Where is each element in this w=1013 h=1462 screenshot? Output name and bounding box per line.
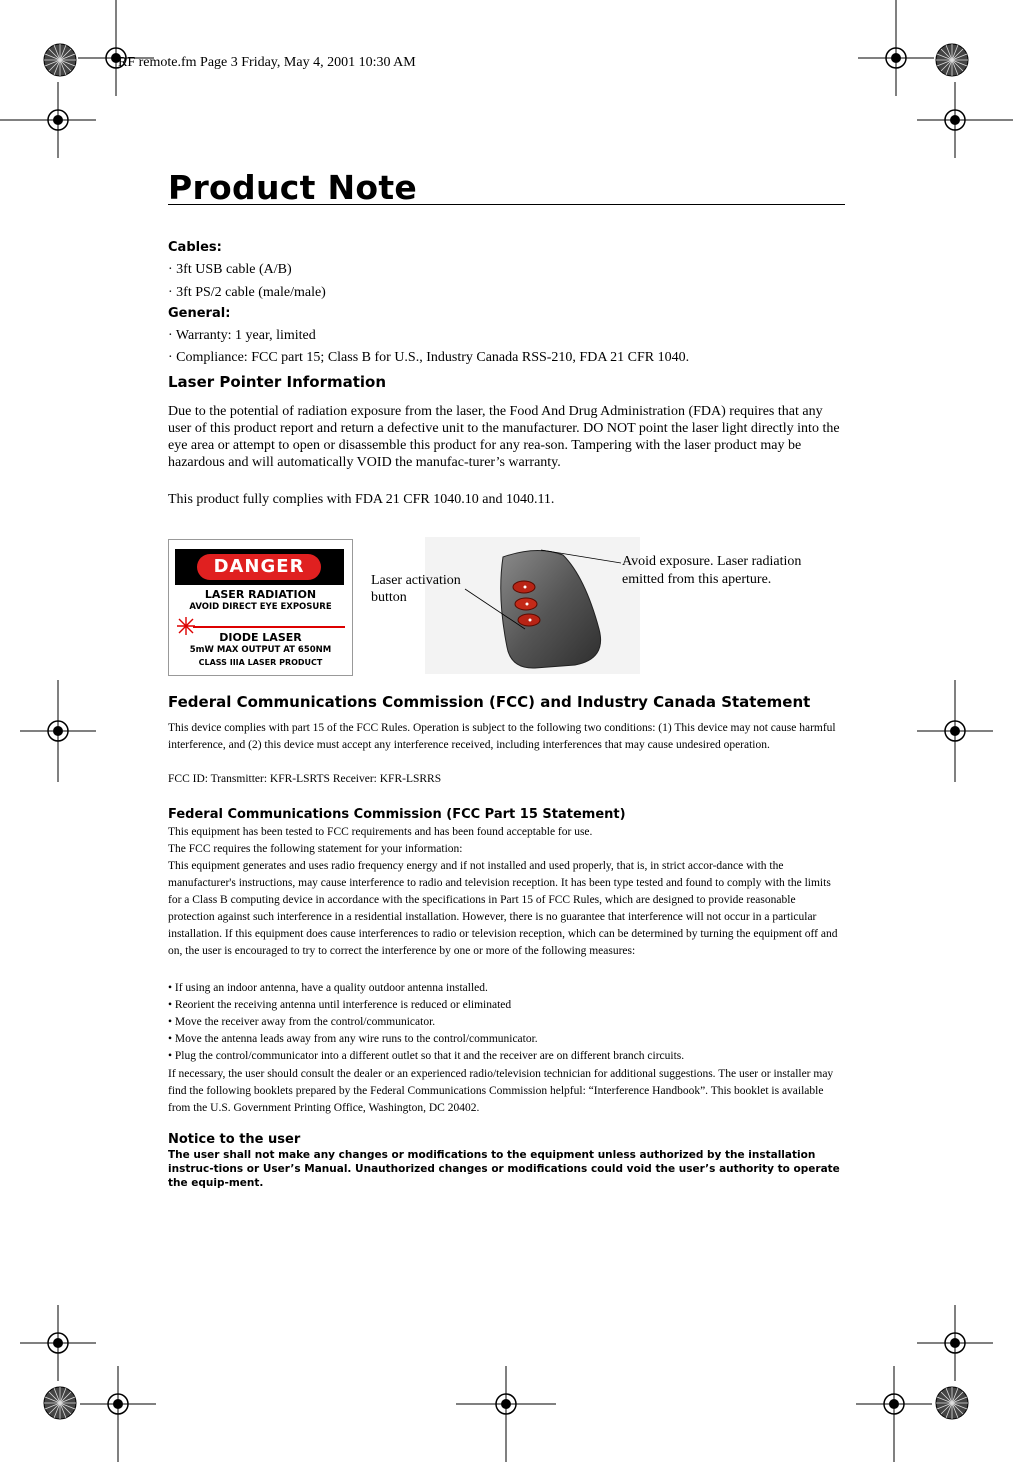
danger-line: CLASS IIIA LASER PRODUCT (198, 658, 323, 667)
fcc-ic-body: This device complies with part 15 of the FCC Rules. Operation is subject to the following two conditions: (1) This device may not cause harmful interference, and (2) this device must accept any interference received, including interferences that may cause undesired operation. (168, 722, 836, 751)
figure-callout-lines (0, 0, 1013, 700)
page-title: Product Note (168, 168, 418, 207)
fcc15-bullet: • Reorient the receiving antenna until interference is reduced or eliminated (168, 999, 512, 1011)
general-item: · Warranty: 1 year, limited (168, 328, 316, 343)
crosshair-icon (20, 1305, 96, 1381)
danger-badge: DANGER (197, 554, 321, 580)
notice-heading: Notice to the user (168, 1132, 301, 1147)
fcc15-closing: If necessary, the user should consult the dealer or an experienced radio/television technician for additional suggestions. The user or installer may find the following booklets prepared by the Federal Communications Commission helpful: “Interference Handbook”. This booklet is available from the U.S. Government Printing Office, Washington, DC 20402. (168, 1068, 834, 1114)
danger-line: AVOID DIRECT EYE EXPOSURE (189, 602, 332, 612)
crosshair-icon (20, 693, 96, 769)
crosshair-icon (468, 1366, 544, 1442)
fcc15-paragraph: This equipment generates and uses radio frequency energy and if not installed and used properly, that is, in strict accor-dance with the manufacturer's instructions, may cause interference to radio and television reception. It has been type tested and found to comply with the limits for a Class B computing device in accordance with the specifications in Part 15 of FCC Rules, which are designed to provide reasonable protection against such interference in a residential installation. However, there is no guarantee that interference will not occur in a particular installation. If this equipment does cause interferences to radio or television reception, which can be determined by turning the equipment off and on, the user is encouraged to try to correct the interference by one or more of the following measures: (168, 860, 838, 957)
fcc15-bullet: • If using an indoor antenna, have a quality outdoor antenna installed. (168, 982, 488, 994)
star-mark-icon (44, 1387, 76, 1419)
crosshair-icon (917, 693, 993, 769)
laser-info-heading: Laser Pointer Information (168, 373, 387, 391)
crosshair-icon (80, 1366, 156, 1442)
fcc15-bullet: • Move the antenna leads away from any wire runs to the control/communicator. (168, 1033, 538, 1045)
danger-line: DIODE LASER (219, 631, 302, 644)
fcc15-heading: Federal Communications Commission (FCC Part 15 Statement) (168, 807, 626, 822)
star-mark-icon (936, 1387, 968, 1419)
callout-laser-button: button (371, 590, 407, 605)
fcc-ic-heading: Federal Communications Commission (FCC) and Industry Canada Statement (168, 693, 811, 711)
callout-laser-button: Laser activation (371, 573, 461, 588)
notice-body: The user shall not make any changes or modifications to the equipment unless authorized by the installation instruc-tions or User’s Manual. Unauthorized changes or modifications could void the user’s authority to operate the equip-ment. (168, 1149, 840, 1189)
cables-item: · 3ft PS/2 cable (male/male) (168, 285, 326, 300)
danger-line: LASER RADIATION (204, 588, 317, 601)
cables-item: · 3ft USB cable (A/B) (168, 262, 292, 277)
fcc15-line: The FCC requires the following statement for your information: (168, 843, 463, 855)
general-heading: General: (168, 306, 231, 321)
callout-aperture: Avoid exposure. Laser radiation (622, 554, 802, 569)
laser-info-paragraph: Due to the potential of radiation exposure from the laser, the Food And Drug Administration (FDA) requires that any user of this product report and return a defective unit to the manufacturer. DO NOT point the laser light directly into the eye area or attempt to open or disassemble this product for any rea-son. Tampering with the laser product may be hazardous and will automatically VOID the manufac-turer’s warranty. (168, 404, 840, 470)
file-header-stamp: RF remote.fm Page 3 Friday, May 4, 2001 10:30 AM (118, 55, 416, 70)
fcc15-bullet: • Move the receiver away from the control/communicator. (168, 1016, 436, 1028)
laser-compliance-line: This product fully complies with FDA 21 CFR 1040.10 and 1040.11. (168, 492, 555, 507)
cables-heading: Cables: (168, 240, 222, 255)
general-item: · Compliance: FCC part 15; Class B for U.S., Industry Canada RSS-210, FDA 21 CFR 1040. (168, 350, 690, 365)
fcc15-line: This equipment has been tested to FCC requirements and has been found acceptable for use. (168, 826, 593, 838)
danger-line: 5mW MAX OUTPUT AT 650NM (189, 645, 332, 655)
crosshair-icon (856, 1366, 932, 1442)
crosshair-icon (917, 1305, 993, 1381)
callout-aperture: emitted from this aperture. (622, 572, 772, 587)
fcc-id-line: FCC ID: Transmitter: KFR-LSRTS Receiver: KFR-LSRRS (168, 773, 442, 785)
fcc15-bullet: • Plug the control/communicator into a different outlet so that it and the receiver are on different branch circuits. (168, 1050, 685, 1062)
